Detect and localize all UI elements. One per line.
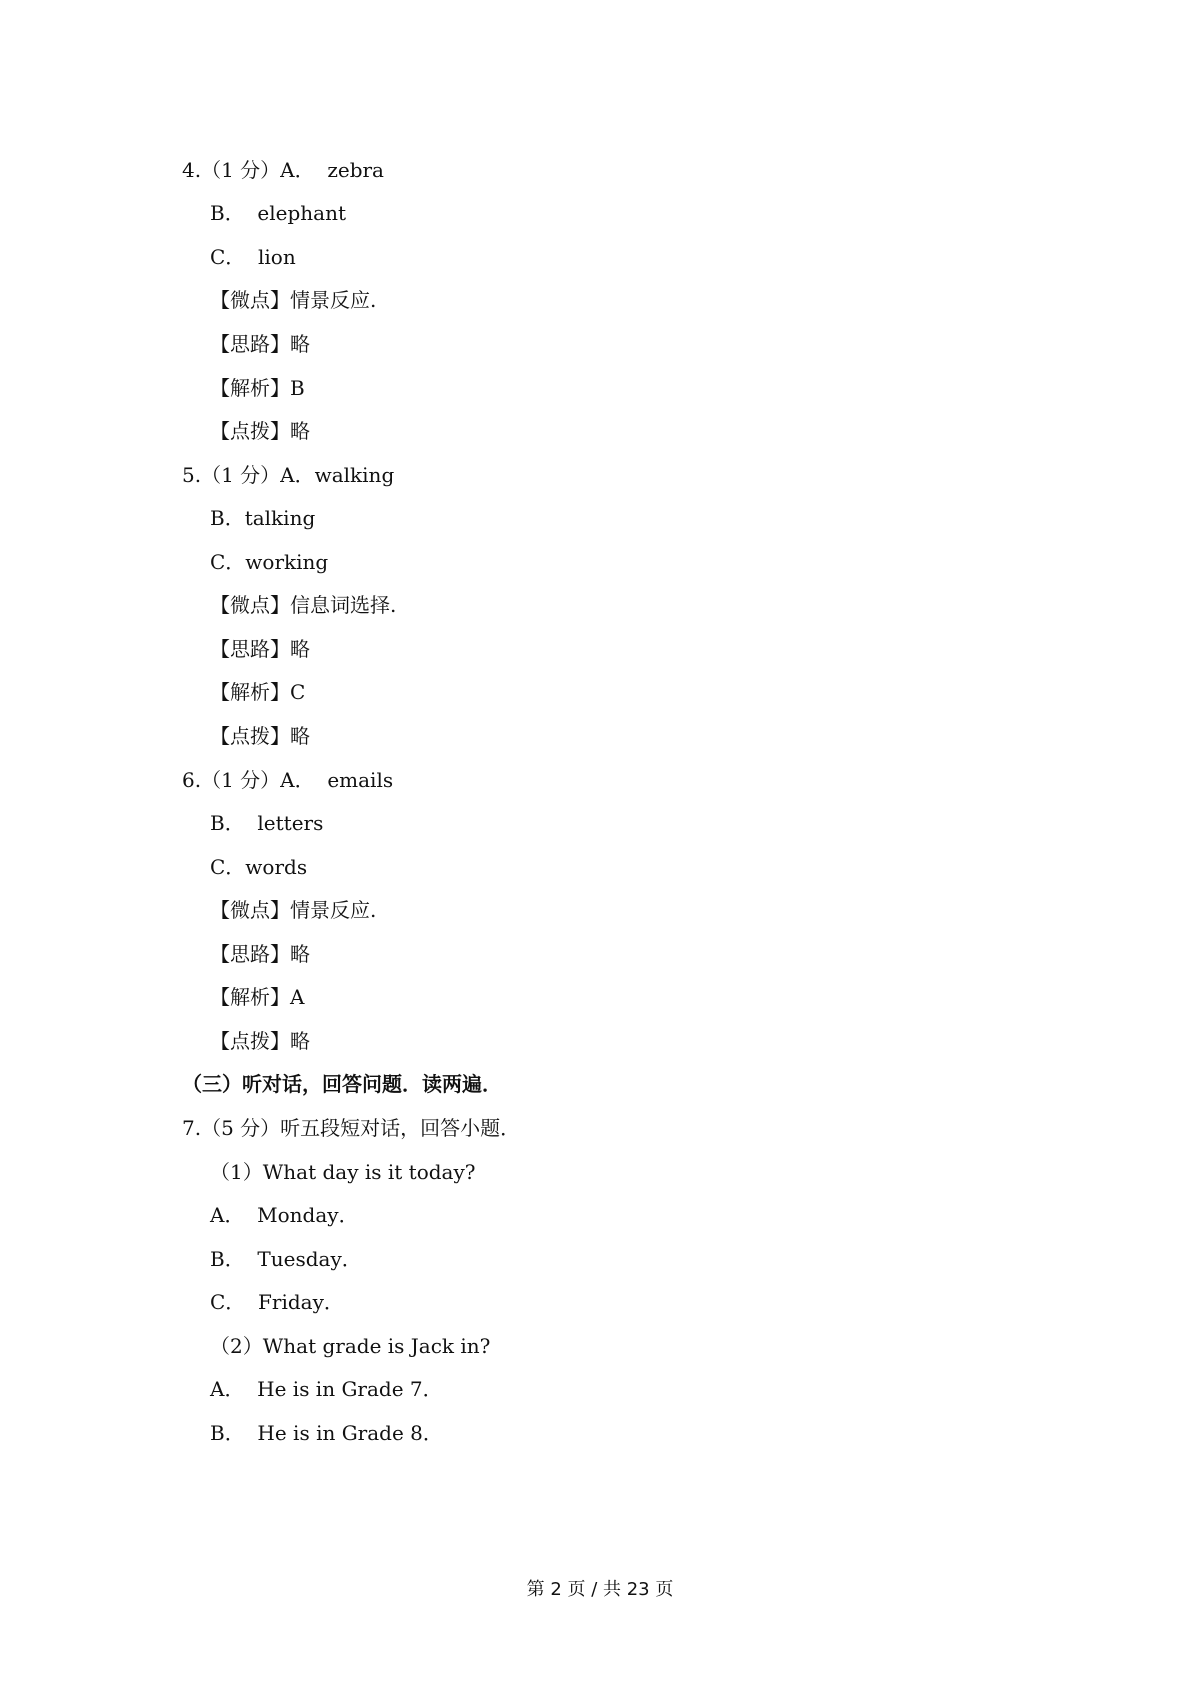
question-5-option-b: B．talking [210, 506, 316, 530]
question-7-sub2-option-b: B． He is in Grade 8． [210, 1421, 443, 1445]
question-6-note-dianbo: 【点拨】略 [210, 1029, 310, 1053]
question-6-option-c: C．words [210, 855, 308, 879]
question-6-note-jiexi: 【解析】A [210, 985, 305, 1009]
question-4-stem: 4.（1 分）A． zebra [182, 158, 384, 182]
question-7-sub1-prompt: （1）What day is it today? [210, 1160, 476, 1184]
question-7-stem: 7.（5 分）听五段短对话，回答小题． [182, 1116, 521, 1140]
question-4-note-jiexi: 【解析】B [210, 376, 305, 400]
question-7-sub2-option-a: A． He is in Grade 7． [210, 1377, 443, 1401]
question-5-option-c: C．working [210, 550, 329, 574]
question-4-note-silu: 【思路】略 [210, 332, 310, 356]
question-5-note-weidian: 【微点】信息词选择. [210, 593, 397, 617]
question-6-note-silu: 【思路】略 [210, 942, 310, 966]
question-7-sub1-option-b: B． Tuesday． [210, 1247, 362, 1271]
question-5-note-silu: 【思路】略 [210, 637, 310, 661]
question-7-sub1-option-c: C． Friday． [210, 1290, 344, 1314]
question-5-stem: 5.（1 分）A．walking [182, 463, 395, 487]
question-7-sub2-prompt: （2）What grade is Jack in? [210, 1334, 491, 1358]
question-5-note-jiexi: 【解析】C [210, 680, 306, 704]
page-footer: 第 2 页 / 共 23 页 [526, 1579, 674, 1600]
question-4-option-b: B． elephant [210, 201, 347, 225]
question-4-option-c: C． lion [210, 245, 296, 269]
question-6-note-weidian: 【微点】情景反应. [210, 898, 377, 922]
question-7-sub1-option-a: A． Monday． [210, 1203, 359, 1227]
section-heading: （三）听对话，回答问题．读两遍． [182, 1072, 502, 1096]
question-4-note-dianbo: 【点拨】略 [210, 419, 310, 443]
question-6-option-b: B． letters [210, 811, 324, 835]
question-6-stem: 6.（1 分）A． emails [182, 768, 394, 792]
question-5-note-dianbo: 【点拨】略 [210, 724, 310, 748]
question-4-note-weidian: 【微点】情景反应. [210, 288, 377, 312]
